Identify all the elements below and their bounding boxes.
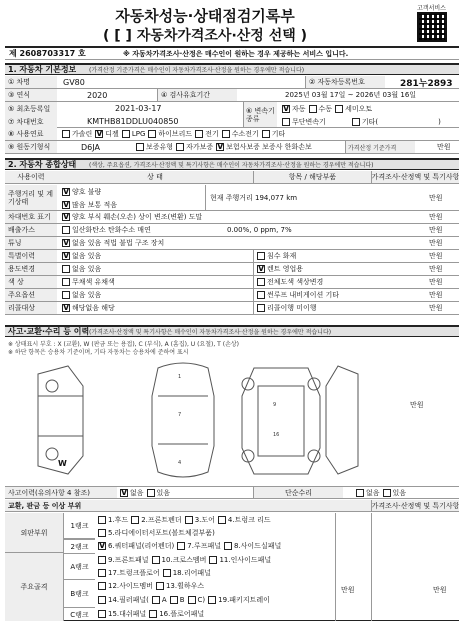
overall-label: 주행거리 및 계기상태: [5, 185, 57, 210]
fuel-electric-label: 전기: [205, 130, 219, 138]
part-label: 1.후드: [108, 515, 129, 524]
part-checkbox[interactable]: [131, 516, 139, 524]
history-none-checkbox[interactable]: [120, 489, 128, 497]
overall-label: 차대번호 표기: [5, 211, 57, 223]
part-checkbox[interactable]: [149, 610, 157, 618]
emission-co-checkbox[interactable]: [62, 226, 70, 234]
part-checkbox[interactable]: [185, 516, 193, 524]
part-label: 15.대쉬패널: [108, 610, 147, 618]
history-yes-checkbox[interactable]: [147, 489, 155, 497]
mileage-high-checkbox[interactable]: [62, 201, 70, 209]
overall-detail: 0.00%, 0 ppm, 7%: [227, 226, 292, 234]
part-label: 14.필러패널(: [108, 596, 149, 604]
price-basis-unit: 만원: [437, 143, 451, 151]
valid-label: ④ 검사유효기간: [157, 89, 237, 101]
part-checkbox[interactable]: [98, 542, 106, 550]
trans-label: ⑥ 변속기 종류: [243, 102, 277, 127]
fuel-electric-checkbox[interactable]: [195, 130, 203, 138]
year-label: ③ 연식: [5, 89, 57, 101]
history-none-label: 없음: [130, 488, 144, 497]
part-checkbox[interactable]: [177, 542, 185, 550]
exchange-section-title: 교환, 판금 등 이상 부위: [8, 501, 82, 510]
part-label: 2.프론트펜더: [141, 515, 182, 524]
fuel-gasoline-label: 가솔린: [72, 130, 93, 138]
overall-unit: 만원: [429, 239, 443, 247]
exchange-table: [5, 513, 459, 621]
insurance-warranty-checkbox[interactable]: [216, 143, 224, 151]
rank-label: C랭크: [63, 607, 95, 621]
mark-w: W: [58, 459, 67, 468]
car-diagram: [8, 356, 388, 484]
fuel-hybrid-checkbox[interactable]: [148, 130, 156, 138]
part-label: 5.라디에이터서포트(볼트체결부품): [108, 528, 215, 537]
qr-code[interactable]: [417, 12, 447, 42]
part-checkbox[interactable]: [98, 516, 106, 524]
overall-unit: 만원: [429, 265, 443, 273]
part-checkbox[interactable]: [98, 529, 106, 537]
part-label: 18.리어패널: [172, 568, 211, 577]
tuning-none-checkbox[interactable]: [62, 239, 70, 247]
odometer-good-checkbox[interactable]: [62, 188, 70, 196]
vin-value: KMTHB81DDLU040850: [87, 117, 179, 126]
overall-rows: [5, 185, 459, 328]
part-label: 16.플로어패널: [159, 610, 205, 618]
overall-label: 리콜대상: [5, 302, 57, 314]
rank-label: B랭크: [63, 579, 95, 607]
warranty-type-checkbox[interactable]: [136, 143, 144, 151]
part-label: 11.인사이드패널: [219, 555, 272, 564]
svg-text:9: 9: [273, 402, 277, 408]
accident-legend2: ※ 하단 항목은 승용차 기준이며, 기타 자동차는 승용차에 준하여 표시: [8, 349, 189, 356]
group-frame: 주요골격: [5, 553, 63, 621]
options-none-checkbox[interactable]: [62, 291, 70, 299]
rank-label: 1랭크: [63, 513, 95, 539]
title-line2: ( [ ] 자동차가격조사·산정 선택 ): [102, 28, 308, 44]
fuel-diesel-checkbox[interactable]: [95, 130, 103, 138]
part-label: 12.사이드멤버: [108, 582, 153, 590]
rank-label: A랭크: [63, 553, 95, 579]
vin-mark-good-checkbox[interactable]: [62, 213, 70, 221]
svg-text:16: 16: [273, 432, 280, 438]
pillar-c-label: C): [197, 596, 206, 604]
part-checkbox[interactable]: [209, 556, 217, 564]
part-label: 19.패키지트레이: [218, 596, 270, 604]
rank-label: 2랭크: [63, 539, 95, 553]
part-checkbox[interactable]: [98, 569, 106, 577]
usage-rent-checkbox[interactable]: [257, 265, 265, 273]
accident-unit: 만원: [410, 401, 424, 409]
overall-opts: 없음 있음: [72, 291, 102, 299]
overall-detail: 렌트 영업용: [267, 265, 304, 273]
trans-semi-label: 세미오토: [345, 104, 373, 113]
part-checkbox[interactable]: [98, 582, 106, 590]
fuel-other-checkbox[interactable]: [262, 130, 270, 138]
overall-unit: 만원: [429, 226, 443, 234]
overall-section-note: (색상, 주요옵션, 가격조사·산정액 및 특기사항은 매수인이 자동차가격조사·산정을 원하는 경우에만 적습니다): [89, 162, 374, 169]
plate-label: ② 자동차등록번호: [305, 76, 385, 88]
qr-label: 고객서비스: [417, 5, 446, 12]
pillar-c-checkbox[interactable]: [188, 596, 196, 604]
color-achromatic-checkbox[interactable]: [62, 278, 70, 286]
valid-value: 2025년 03월 17일 ~ 2026년 03월 16일: [285, 91, 417, 99]
title-line1: 자동차성능·상태점검기록부: [115, 7, 295, 25]
overall-unit: 만원: [429, 291, 443, 299]
pillar-b-label: B: [179, 596, 185, 604]
overall-label: 색 상: [5, 276, 57, 288]
vin-label: ⑦ 차대번호: [5, 115, 57, 128]
overall-opts: 많음 보통 적음: [72, 200, 118, 209]
fuel-gasoline-checkbox[interactable]: [62, 130, 70, 138]
part-checkbox[interactable]: [163, 569, 171, 577]
trans-cvt-label: 무단변속기: [292, 117, 326, 126]
group-outer: 외판부위: [5, 513, 63, 553]
fuel-label: ⑧ 사용연료: [5, 128, 57, 140]
engine-type: D6JA: [81, 142, 100, 152]
svg-text:4: 4: [178, 460, 182, 466]
part-label: 13.휠하우스: [165, 582, 205, 590]
first-reg-value: 2021-03-17: [115, 104, 162, 113]
usage-none-checkbox[interactable]: [62, 265, 70, 273]
fuel-other-label: 기타: [271, 130, 286, 138]
recall-detail-checkbox[interactable]: [257, 304, 265, 312]
overall-label: 주요옵션: [5, 289, 57, 301]
part-label: 8.사이드실패널: [233, 542, 282, 550]
svg-text:7: 7: [178, 412, 182, 418]
overall-opts: 무채색 유채색: [72, 278, 115, 286]
overall-opts: 일산화탄소 탄화수소 매연: [72, 226, 151, 234]
svg-text:1: 1: [178, 374, 182, 380]
trans-auto-checkbox[interactable]: [282, 105, 290, 113]
part-checkbox[interactable]: [224, 542, 232, 550]
pillar-a-checkbox[interactable]: [152, 596, 160, 604]
part-checkbox[interactable]: [152, 556, 160, 564]
overall-unit: 만원: [429, 252, 443, 260]
special-none-checkbox[interactable]: [62, 252, 70, 260]
pillar-b-checkbox[interactable]: [170, 596, 178, 604]
overall-unit: 만원: [429, 193, 443, 202]
overall-opts: 양호 부식 훼손(오손) 상이 변조(변환) 도말: [72, 213, 203, 221]
fuel-lpg-checkbox[interactable]: [122, 130, 130, 138]
doc-note: ※ 자동차가격조사·산정은 매수인이 원하는 경우 제공하는 서비스 입니다.: [123, 49, 349, 58]
col-usage: 사용이력: [17, 173, 45, 181]
plate-number: 281누2893: [400, 78, 453, 88]
overall-detail: 리콜이행 미이행: [267, 304, 317, 312]
trans-semi-checkbox[interactable]: [335, 105, 343, 113]
exchange-unit-left: 만원: [341, 586, 355, 594]
self-warranty-label: 자가보증: [186, 143, 214, 151]
special-detail-checkbox[interactable]: [257, 252, 265, 260]
col-item: 항목 / 해당부품: [253, 171, 371, 183]
trans-manual-checkbox[interactable]: [309, 105, 317, 113]
overall-detail: 침수 화재: [267, 252, 297, 260]
warranty-note: 보증사 한화손보: [262, 143, 312, 151]
part-checkbox[interactable]: [156, 582, 164, 590]
part-checkbox[interactable]: [208, 596, 216, 604]
part-label: 10.크로스멤버: [161, 555, 207, 564]
overall-opts: 양호 불량: [72, 187, 102, 196]
history-label: 사고이력(유의사항 4 참조): [5, 487, 117, 498]
part-label: 9.프론트패널: [108, 555, 149, 564]
warranty-type-label: 보증유형: [146, 143, 174, 151]
exchange-unit-right: 만원: [433, 586, 447, 594]
part-checkbox[interactable]: [98, 610, 106, 618]
overall-unit: 만원: [429, 213, 443, 221]
trans-manual-label: 수동: [318, 104, 333, 113]
overall-label: 특별이력: [5, 250, 57, 262]
part-checkbox[interactable]: [98, 556, 106, 564]
basic-section-title: 1. 자동차 기본정보: [8, 65, 77, 74]
trans-auto-label: 자동: [292, 104, 306, 113]
car-name: GV80: [63, 77, 85, 87]
accident-section-note: (가격조사·산정액 및 특기사항은 매수인이 자동차가격조사·산정을 원하는 경우에만 적습니다): [89, 329, 332, 336]
overall-opts: 없음 있음: [72, 252, 102, 260]
overall-detail: 썬루프 내비게이션 기타: [267, 291, 340, 299]
pillar-a-label: A: [161, 596, 167, 604]
color-detail-checkbox[interactable]: [257, 278, 265, 286]
fuel-hybrid-label: 하이브리드: [158, 130, 193, 138]
exchange-col-price: 가격조사·산정액 및 특기사항: [371, 501, 459, 510]
simple-yes-label: 있음: [392, 488, 407, 497]
part-label: 7.루프패널: [187, 542, 221, 550]
trans-other-checkbox[interactable]: [352, 118, 360, 126]
fuel-diesel-label: 디젤: [105, 130, 119, 138]
insurance-warranty-label: 보험사보증: [226, 143, 260, 151]
overall-opts: 없음 있음 적법 불법 구조 장치: [72, 239, 165, 247]
basic-section-note: (가격산정 기준가격은 매수인이 자동차가격조사·산정을 원하는 경우에만 적습니다): [89, 67, 305, 74]
overall-detail: 현재 주행거리 194,077 km: [205, 185, 297, 210]
part-label: 3.도어: [194, 515, 215, 524]
fuel-lpg-label: LPG: [131, 130, 146, 138]
overall-opts: 해당없음 해당: [72, 304, 115, 312]
col-state: 상 태: [147, 173, 163, 181]
simple-repair-label: 단순수리: [253, 487, 343, 498]
self-warranty-checkbox[interactable]: [176, 143, 184, 151]
overall-opts: 없음 있음: [72, 265, 102, 273]
overall-label: 용도변경: [5, 263, 57, 275]
options-detail-checkbox[interactable]: [257, 291, 265, 299]
trans-other-label: 기타(: [361, 117, 379, 126]
overall-unit: 만원: [429, 304, 443, 312]
overall-label: 튜닝: [5, 237, 57, 249]
part-label: 17.트렁크플로어: [108, 568, 160, 577]
car-name-label: ① 차명: [5, 76, 57, 88]
part-checkbox[interactable]: [218, 516, 226, 524]
overall-detail: 전체도색 색상변경: [267, 278, 324, 286]
part-checkbox[interactable]: [98, 596, 106, 604]
doc-no: 2608703317 호: [19, 49, 86, 58]
trans-cvt-checkbox[interactable]: [282, 118, 290, 126]
fuel-hydrogen-label: 수소전기: [231, 130, 259, 138]
part-label: 6.쿼터패널(리어펜더): [108, 542, 175, 550]
simple-none-label: 없음: [366, 488, 380, 497]
overall-label: 배출가스: [5, 224, 57, 236]
simple-none-checkbox[interactable]: [356, 489, 364, 497]
recall-none-checkbox[interactable]: [62, 304, 70, 312]
price-basis-label: 가격산정 기준가격: [345, 141, 415, 153]
accident-legend: ※ 상태표시 부호 : X (교환), W (판금 또는 용접), C (부식), A (흠집), U (요철), T (손상): [8, 341, 240, 348]
accident-section-title: 사고·교환·수리 등 이력: [8, 327, 90, 336]
overall-unit: 만원: [429, 278, 443, 286]
fuel-hydrogen-checkbox[interactable]: [222, 130, 230, 138]
col-price: 가격조사·산정액 및 특기사항: [371, 173, 459, 181]
history-yes-label: 있음: [156, 488, 171, 497]
overall-section-title: 2. 자동차 종합상태: [8, 160, 77, 169]
engine-label: ⑨ 원동기형식: [5, 141, 57, 153]
part-label: 4.트렁크 리드: [227, 515, 271, 524]
doc-no-label: 제: [9, 49, 17, 58]
first-reg-label: ⑤ 최초등록일: [5, 102, 57, 115]
simple-yes-checkbox[interactable]: [383, 489, 391, 497]
year-value: 2020: [87, 90, 108, 100]
